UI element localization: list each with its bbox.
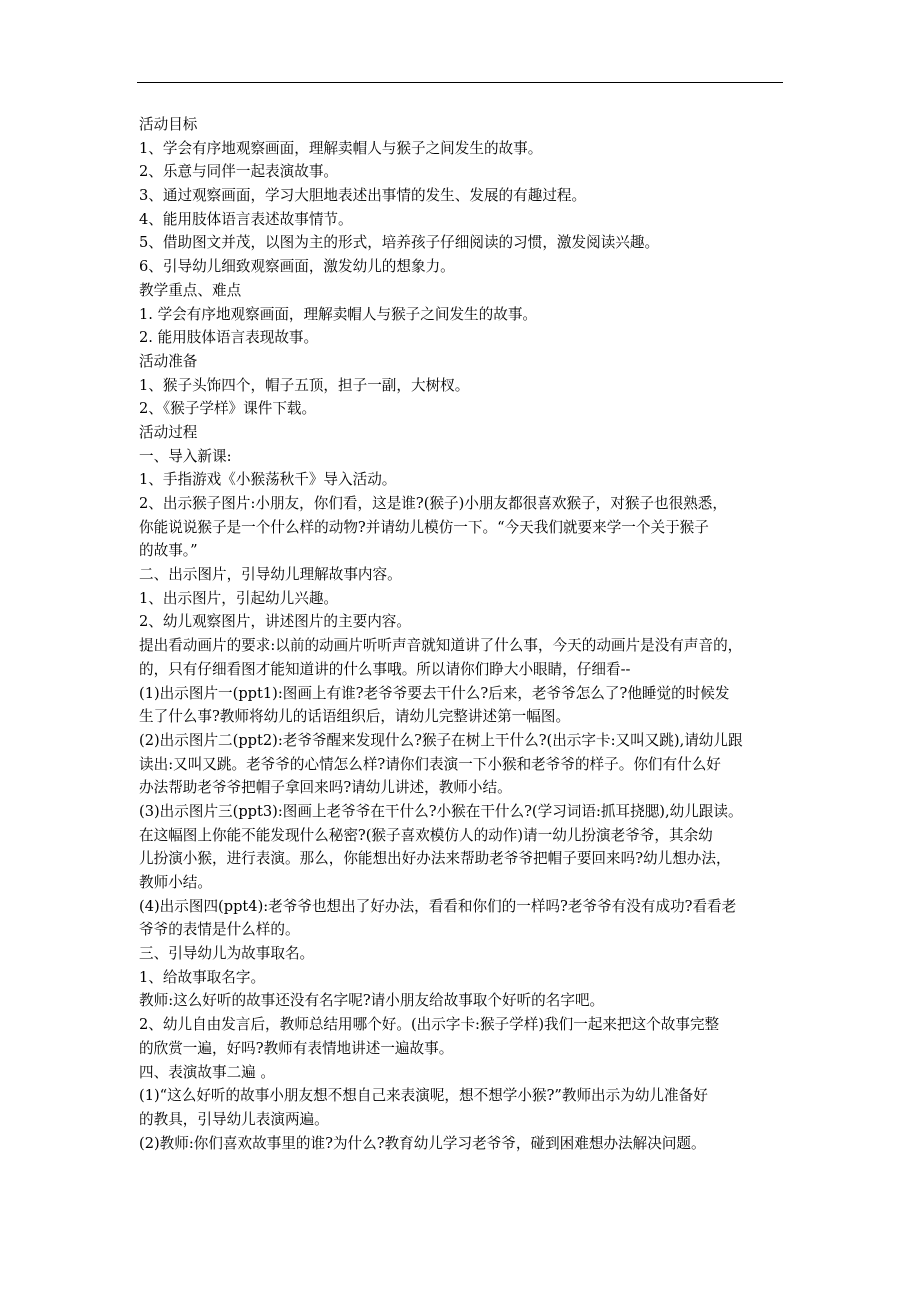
text-line: 教学重点、难点	[139, 281, 242, 299]
text-line: 1、出示图片，引起幼儿兴趣。	[139, 589, 339, 607]
text-line: (1)出示图片一(ppt1):图画上有谁?老爷爷要去干什么?后来，老爷爷怎么了?他睡觉的时候发	[139, 684, 730, 702]
text-line: (1)“这么好听的故事小朋友想不想自己来表演呢，想不想学小猴?”教师出示为幼儿准备好	[139, 1087, 708, 1105]
text-line: 2、幼儿观察图片，讲述图片的主要内容。	[139, 613, 411, 631]
text-line: 教师小结。	[139, 874, 212, 891]
text-line: 四、表演故事二遍 。	[139, 1063, 275, 1081]
header-rule	[137, 82, 783, 83]
text-line: 1. 学会有序地观察画面，理解卖帽人与猴子之间发生的故事。	[139, 305, 538, 323]
text-line: (3)出示图片三(ppt3):图画上老爷爷在干什么?小猴在干什么?(学习词语:抓耳挠腮),幼儿跟读。	[139, 802, 743, 820]
text-line: 办法帮助老爷爷把帽子拿回来吗?请幼儿讲述，教师小结。	[139, 779, 512, 797]
text-line: (4)出示图四(ppt4):老爷爷也想出了好办法，看看和你们的一样吗?老爷爷有没有成功?看看老	[139, 897, 737, 915]
text-line: 1、猴子头饰四个，帽子五顶，担子一副，大树杈。	[139, 376, 470, 394]
text-line: 二、出示图片，引导幼儿理解故事内容。	[139, 566, 402, 584]
text-line: 的教具，引导幼儿表演两遍。	[139, 1110, 329, 1128]
text-line: 2、乐意与同伴一起表演故事。	[139, 163, 339, 181]
text-line: 活动过程	[139, 423, 198, 441]
text-line: (2)出示图片二(ppt2):老爷爷醒来发现什么?猴子在树上干什么?(出示字卡:又叫又跳),请幼儿跟	[139, 731, 743, 749]
text-line: 生了什么事?教师将幼儿的话语组织后，请幼儿完整讲述第一幅图。	[139, 708, 571, 726]
text-line: (2)教师:你们喜欢故事里的谁?为什么?教育幼儿学习老爷爷，碰到困难想办法解决问题。	[139, 1134, 706, 1152]
text-line: 的，只有仔细看图才能知道讲的什么事哦。所以请你们睁大小眼睛，仔细看--	[139, 660, 631, 678]
text-line: 教师:这么好听的故事还没有名字呢?请小朋友给故事取个好听的名字吧。	[139, 992, 605, 1010]
document-body	[139, 113, 789, 1155]
text-line: 2、《猴子学样》课件下载。	[139, 400, 317, 418]
text-line: 提出看动画片的要求:以前的动画片听听声音就知道讲了什么事，今天的动画片是没有声音的，	[139, 637, 743, 655]
text-line: 3、通过观察画面，学习大胆地表述出事情的发生、发展的有趣过程。	[139, 187, 587, 205]
text-line: 5、借助图文并茂，以图为主的形式，培养孩子仔细阅读的习惯，激发阅读兴趣。	[139, 234, 660, 252]
text-line: 读出:又叫又跳。老爷爷的心情怎么样?请你们表演一下小猴和老爷爷的样子。你们有什么好	[139, 755, 721, 773]
text-line: 活动准备	[139, 352, 198, 370]
text-line: 你能说说猴子是一个什么样的动物?并请幼儿模仿一下。“今天我们就要来学一个关于猴子	[139, 518, 709, 536]
text-line: 2、幼儿自由发言后，教师总结用哪个好。(出示字卡:猴子学样)我们一起来把这个故事完整	[139, 1016, 720, 1034]
text-line: 三、引导幼儿为故事取名。	[139, 945, 315, 963]
text-line: 的欣赏一遍，好吗?教师有表情地讲述一遍故事。	[139, 1039, 454, 1057]
text-line: 活动目标	[139, 116, 198, 133]
text-line: 4、能用肢体语言表述故事情节。	[139, 210, 353, 228]
text-line: 6、引导幼儿细致观察画面，激发幼儿的想象力。	[139, 258, 455, 276]
text-line: 2. 能用肢体语言表现故事。	[139, 329, 319, 347]
text-line: 儿扮演小猴，进行表演。那么，你能想出好办法来帮助老爷爷把帽子要回来吗?幼儿想办法，	[139, 850, 731, 868]
text-line: 的故事。”	[139, 542, 198, 560]
text-line: 1、给故事取名字。	[139, 968, 266, 986]
text-line: 在这幅图上你能不能发现什么秘密?(猴子喜欢模仿人的动作)请一幼儿扮演老爷爷，其余幼	[139, 826, 713, 844]
text-line: 一、导入新课:	[139, 447, 232, 465]
text-line: 爷爷的表情是什么样的。	[139, 921, 300, 939]
text-line: 1、学会有序地观察画面，理解卖帽人与猴子之间发生的故事。	[139, 139, 543, 157]
text-line: 2、出示猴子图片:小朋友，你们看，这是谁?(猴子)小朋友都很喜欢猴子，对猴子也很熟悉，	[139, 495, 727, 512]
text-line: 1、手指游戏《小猴荡秋千》导入活动。	[139, 471, 397, 489]
